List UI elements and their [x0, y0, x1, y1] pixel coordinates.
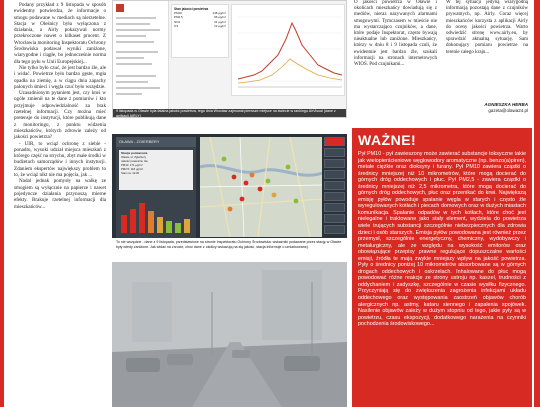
- air-quality-panel: [171, 4, 229, 58]
- mini-bar-chart: [119, 195, 193, 235]
- left-column: [0, 0, 110, 407]
- info-line: Oława, ul. Zgierbery: [121, 154, 147, 159]
- side-button[interactable]: [324, 214, 345, 223]
- side-button[interactable]: [324, 170, 345, 179]
- side-button[interactable]: [324, 137, 345, 146]
- author-email: gazeta@olawa24.pl: [488, 107, 528, 113]
- left-paragraph: Podany przykład z 9 listopada w sposób ewidentny potwierdza, że informacje o smogu podawane w mediach są nierzetelne. Stacja w Oleśnicy była wyłączona z działania, a Airly pokazywał normy przekroczone nawet o kilkaset procent. Z Wrocławia monitoring Inspektoratu Ochrony Środowiska podawał wyniki zaniżone, wiarygodne i ciągłe, bo jednocześnie norma dla tego pyłu w Unii Europejskiej...: [14, 2, 106, 65]
- photo-svg: [112, 262, 347, 407]
- right-accent-strip: [534, 0, 540, 407]
- chart-svg: [232, 5, 346, 97]
- info-line: Stan na: 12:00: [121, 170, 140, 175]
- sidebar-line: [116, 17, 156, 19]
- reading-value: 31 µg/m³: [214, 19, 226, 24]
- screenshot-caption: To nie wszędzie - dane z 9 listopada, przedstawione na stronie Inspektoratu Ochrony Środowiska: wskaźniki podawane przez stację w Oławie były wtedy zaniżone. Jak widać na zrzucie, choć dane z okolicy wskazują na złą jakość, stacja informuje o umiarkowanej.: [112, 238, 347, 261]
- station-map[interactable]: [200, 137, 322, 237]
- sidebar-line: [116, 29, 160, 31]
- station-header: OŁAWA - ZGIERBERY: [116, 137, 196, 147]
- wios-screenshot: [112, 134, 347, 261]
- center-column: [112, 0, 347, 407]
- reading-label: O3: [174, 23, 179, 28]
- station-info-box: [119, 150, 193, 190]
- author-name: AGNIESZKA HERBA: [484, 102, 528, 107]
- reading-row: [174, 24, 226, 28]
- left-accent-strip: [0, 0, 4, 407]
- sidebar-line: [116, 87, 160, 89]
- sidebar-line: [116, 23, 150, 25]
- reading-value: 96 µg/m³: [214, 15, 226, 20]
- info-line: Jakość powietrza: zła: [121, 158, 148, 163]
- airly-logo: [116, 4, 124, 12]
- reading-label: PM2.5: [174, 15, 183, 20]
- side-button[interactable]: [324, 203, 345, 212]
- smog-street-photo: [112, 262, 347, 407]
- left-paragraph: - UIR, to wciąż ochronę z siebie - ponadto, wysoki udział miejsca mieszkań z którego część na strychu, zbyt małe środki w budżetach samorządów i innych instytucji. Zdaniem ekspertów największy problem to to, że wciąż nikt nie ma pojęcia, jak ...: [14, 140, 106, 179]
- sidebar-line: [116, 35, 146, 37]
- right-column: [350, 0, 540, 407]
- side-button[interactable]: [324, 148, 345, 157]
- info-title: Stacja pomiarowa: [121, 151, 148, 155]
- sidebar-line: [116, 93, 142, 95]
- reading-label: NO2: [174, 19, 181, 24]
- airly-screenshot: [112, 0, 347, 118]
- map-svg: [200, 137, 322, 237]
- side-button[interactable]: [324, 192, 345, 201]
- author-signature: [478, 102, 528, 113]
- side-button[interactable]: [324, 181, 345, 190]
- left-article-text: [14, 2, 106, 210]
- sidebar-line: [116, 57, 144, 59]
- reading-value: 148 µg/m³: [212, 11, 226, 16]
- reading-value: 12 µg/m³: [214, 23, 226, 28]
- right-article-text-b: W tej sytuacji jedyną wiarygodną informacją pozostają dane z czujników prywatnych, np. Airly. Coraz więcej mieszkańców korzysta z aplikacji Airly do oceny jakości powietrza. Warto odwiedzić stronę www.airly.eu, by sprawdzić aktualną sytuację. Sam dokonujący pomiaru powietrze na terenie całego kraju...: [446, 0, 528, 55]
- warning-text: Pył PM10 - pył zawieszony może zawierać substancje toksyczne takie jak wielopierścieniowe węglowodory aromatyczne (np. benzo(a)piren), metale ciężkie oraz dioksyny i furany. Pył PM10 zawiera cząstki o średnicy mniejszej niż 10 mikrometrów, które mogą docierać do górnych dróg oddechowych i płuc. Pył PM2,5 - zawiera cząstki o średnicy mniejszej niż 2,5 mikrometra, które mogą docierać do górnych dróg oddechowych, płuc oraz przenikać do krwi. Największą emisję pyłów powoduje spalanie węgla w starych i często źle wyregulowanych kotłach i piecach domowych oraz w dużych miastach komunikacja. Spalanie odpadów w tych kotłach, które choć jest nielegalne i traktowane jako stały element, wydziela do powietrza wiele trujących substancji szczególnie niebezpiecznych dla zdrowia dzieci i osób starszych. Emisja pyłów powodowana jest również przez przemysł, szczególnie energetyczny, chemiczny, wydobywczy i metalurgiczny, ale ze względu na wysokość emitorów oraz obowiązujące przepisy prawne regulujące dopuszczalne wartości emisji, źródła te mają zwykle mniejszy wpływ na jakość powietrza. Pyły o średnicy poniżej 10 mikrometrów absorbowane są w górnych drogach oddechowych i oskrzelach. Inhalowane do płuc mogą powodować różne reakcje ze strony ustroju np. kaszel, trudności z oddychaniem i zadyszkę, szczególnie w czasie wysiłku fizycznego. Przyczyniają się do zwiększenia zagrożenia infekcjami układu oddechowego oraz występowania zaostrzeń objawów chorób alergicznych np. astmy, kataru siennego i zapalenia spojówek. Nasilenie objawów zależy w dużym stopniu od tego, jakie pyły są w powietrzu, czasu ekspozycji, dodatkowego narażenia na czynniki pochodzenia środowiskowego...: [358, 151, 526, 328]
- panel-title: Stan jakości powietrza: [174, 7, 209, 11]
- warning-box: [352, 128, 532, 407]
- side-button[interactable]: [324, 159, 345, 168]
- right-article-text-a: O jakości powietrza w Oławie i okolicach mieszkańcy dowiadują się z mediów, nieraz nazywanych alarmami smogowymi. Tymczasem w mieście nie ma wystarczająco czujników, a dane, które podaje Inspektorat, często bywają nieaktualne lub zaniżone. Mieszkańcy, którzy w dniu 8 i 9 listopada czuli, że ewidentnie jest bardzo źle, szukali informacji na stronach internetowych WIOŚ. Pod czujnikami...: [354, 0, 437, 68]
- sidebar-line: [116, 81, 148, 83]
- reading-label: PM10: [174, 11, 182, 16]
- left-paragraph: Nie tylko było czuć, że jest bardzo źle, ale i widać. Powietrze było bardzo gęste, mgła opadła na ziemię, a w ciągu dnia zapachy palonych śmieci i węgla czuć było wszędzie.: [14, 64, 106, 90]
- left-paragraph: Nadal jednak pomysły na walkę ze smogiem są wyłącznie na papierze i nawet pojedyncze działania przynoszą mierne efekty. Brakuje rzetelnej informacji dla mieszkańców...: [14, 178, 106, 210]
- info-line: PM2.5: 118 µg/m³: [121, 166, 144, 171]
- airly-sidebar: [113, 1, 169, 118]
- sidebar-line: [116, 51, 158, 53]
- left-paragraph: Uzasadnionym pytaniem jest, czy ktoś w ogóle zmienił na te dane z pomiarów i kto przyjmuje odpowiedzialność za brak rzetelnej informacji. Czy można mieć pretensje do instytucji, które publikują dane z monitoringu, z punktu widzenia mieszkańców, których zdrowie zależy od jakości powietrza?: [14, 90, 106, 141]
- warning-title: WAŻNE!: [358, 132, 417, 148]
- map-side-buttons: [324, 137, 345, 237]
- info-line: PM10: 171 µg/m³: [121, 162, 143, 167]
- screenshot-caption: 9 listopada w Oławie była fatalna jakość powietrza, tego dnia Wrocław zajmował pierwsze miejsce na świecie w rankingu AirVisual (dane z aplikacji AIRLY): [113, 109, 347, 118]
- sidebar-line: [116, 75, 156, 77]
- sidebar-line: [116, 63, 152, 65]
- pollution-line-chart: [231, 4, 345, 96]
- sidebar-line: [116, 41, 154, 43]
- side-button[interactable]: [324, 225, 345, 234]
